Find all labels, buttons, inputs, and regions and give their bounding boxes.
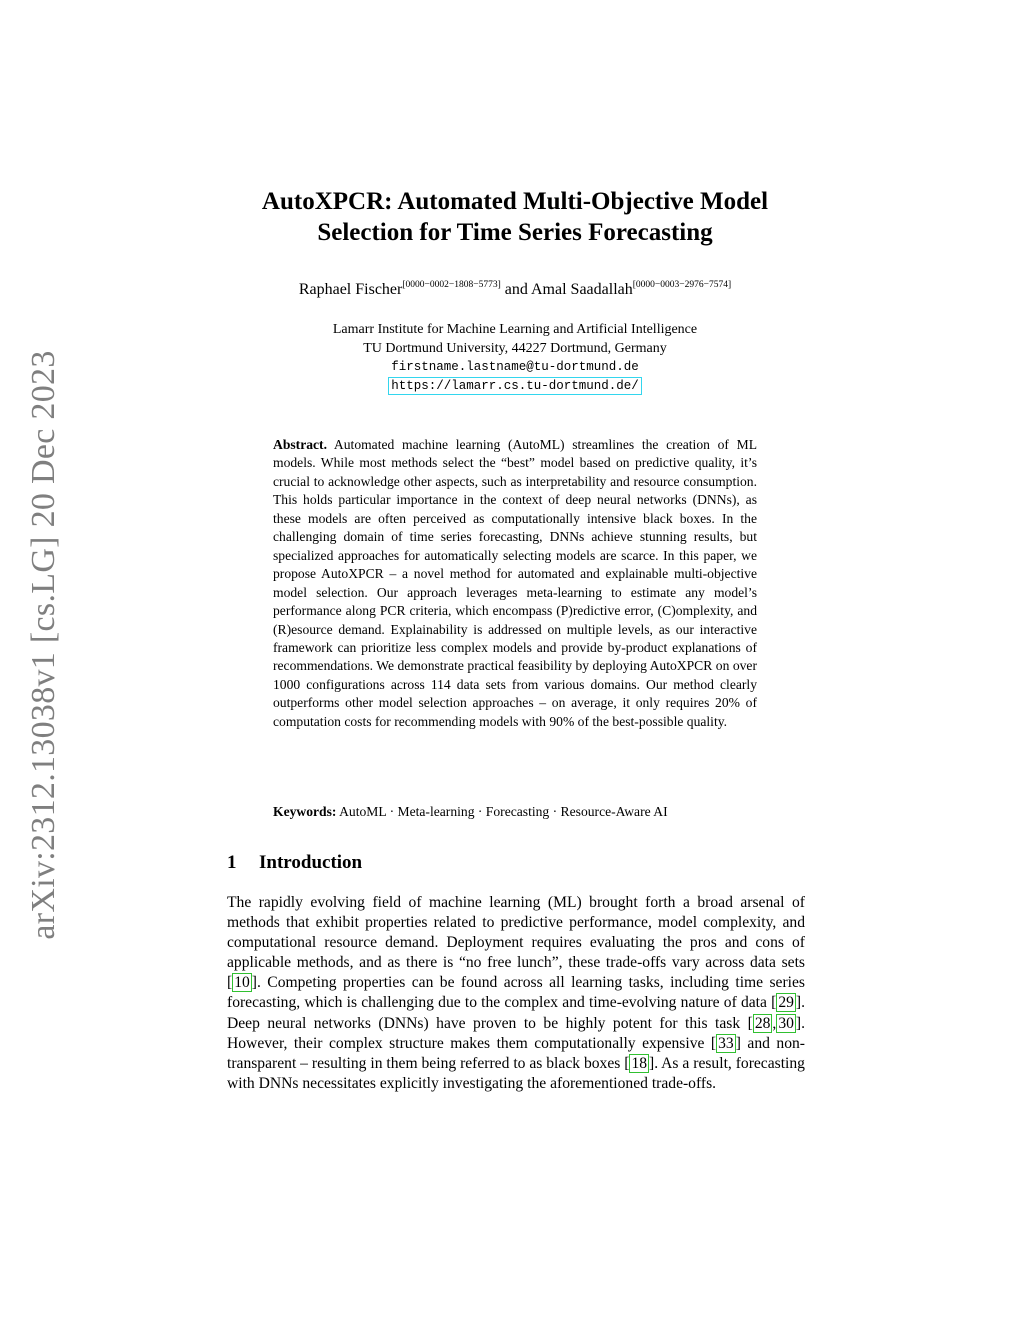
affiliation-institute: Lamarr Institute for Machine Learning and Artificial Intelligence (332, 322, 698, 337)
keywords-label: Keywords: (273, 804, 337, 819)
citation-link[interactable] (232, 973, 252, 992)
citation-link[interactable] (776, 1014, 796, 1033)
intro-text-2: ]. Competing properties can be found across all learning tasks, including time series forecasting, which is challenging due to the complex and time-evolving nature of data [ (227, 974, 805, 1012)
title-line-2: Selection for Time Series Forecasting (317, 219, 713, 246)
author-1-name: Raphael Fischer (298, 281, 403, 298)
affiliation-university: TU Dortmund University, 44227 Dortmund, Germany (363, 341, 667, 356)
author-1-orcid[interactable]: [0000−0002−1808−5773] (402, 280, 501, 290)
paper-title (215, 186, 815, 248)
intro-text-5: ] and non-transparent – resulting in them being referred to as black boxes [ (227, 1034, 806, 1072)
citation-separator: , (772, 1014, 777, 1032)
author-2-name: Amal Saadallah (531, 281, 633, 298)
affiliation-block (215, 320, 815, 396)
section-number: 1 (227, 852, 237, 873)
section-heading-introduction (227, 852, 362, 874)
citation-28[interactable]: 28 (754, 1014, 771, 1032)
citation-link[interactable] (629, 1054, 649, 1073)
citation-30[interactable]: 30 (778, 1014, 794, 1032)
affiliation-url-link[interactable]: https://lamarr.cs.tu-dortmund.de/ (388, 377, 642, 395)
intro-text-1: The rapidly evolving field of machine learning (ML) brought forth a broad arsenal of methods that exhibit properties related to predictive performance, model complexity, and computational resource demand. Deployment requires evaluating the pros and cons of applicable methods, and as there is “no free lunch”, these trade-offs vary across data sets [ (227, 894, 805, 992)
title-line-1: AutoXPCR: Automated Multi-Objective Model (261, 188, 769, 215)
citation-link[interactable] (716, 1034, 736, 1053)
arxiv-identifier-stamp[interactable]: arXiv:2312.13038v1 [cs.LG] 20 Dec 2023 (25, 350, 62, 940)
citation-18[interactable]: 18 (631, 1054, 648, 1072)
author-2-orcid[interactable]: [0000−0003−2976−7574] (632, 280, 732, 290)
citation-link[interactable] (753, 1014, 773, 1033)
intro-text-6: ]. As a result, forecasting with DNNs necessitates explicitly investigating the aforementioned trade-offs. (227, 1054, 805, 1092)
citation-10[interactable]: 10 (234, 974, 250, 992)
abstract-text: Automated machine learning (AutoML) streamlines the creation of ML models. While most methods select the “best” model based on predictive quality, it’s crucial to acknowledge other aspects, such as interpretability and resource consumption. This holds particular importance in the context of deep neural networks (DNNs), as these models are often perceived as computationally intensive black boxes. In the challenging domain of time series forecasting, DNNs achieve stunning results, but specialized approaches for automatically selecting models are scarce. In this paper, we propose AutoXPCR – a novel method for automated and explainable multi-objective model selection. Our approach leverages meta-learning to estimate any model’s performance along PCR criteria, which encompass (P)redictive error, (C)omplexity, and (R)esource demand. Explainability is addressed on multiple levels, as our interactive framework can prioritize less complex models and provide by-product explanations of recommendations. We demonstrate practical feasibility by deploying AutoXPCR on over 1000 configurations across 114 data sets from various domains. Our method clearly outperforms other model selection approaches – on average, it only requires 20% of computation costs for recommending models with 90% of the best-possible quality. (273, 437, 757, 729)
keywords-text: AutoML · Meta-learning · Forecasting · Resource-Aware AI (339, 804, 668, 819)
citation-29[interactable]: 29 (778, 994, 794, 1012)
intro-text-4: ]. However, their complex structure makes them computationally expensive [ (227, 1014, 805, 1052)
keywords (273, 803, 757, 821)
abstract-label: Abstract. (273, 437, 327, 452)
intro-text-3: ]. Deep neural networks (DNNs) have proven to be highly potent for this task [ (227, 994, 805, 1032)
section-title: Introduction (259, 852, 363, 873)
citation-33[interactable]: 33 (718, 1034, 734, 1052)
author-connector: and (504, 281, 528, 298)
author-list (215, 281, 815, 299)
introduction-paragraph (227, 893, 805, 1094)
citation-link[interactable] (776, 993, 796, 1012)
affiliation-email: firstname.lastname@tu-dortmund.de (391, 360, 639, 374)
abstract (273, 436, 757, 731)
